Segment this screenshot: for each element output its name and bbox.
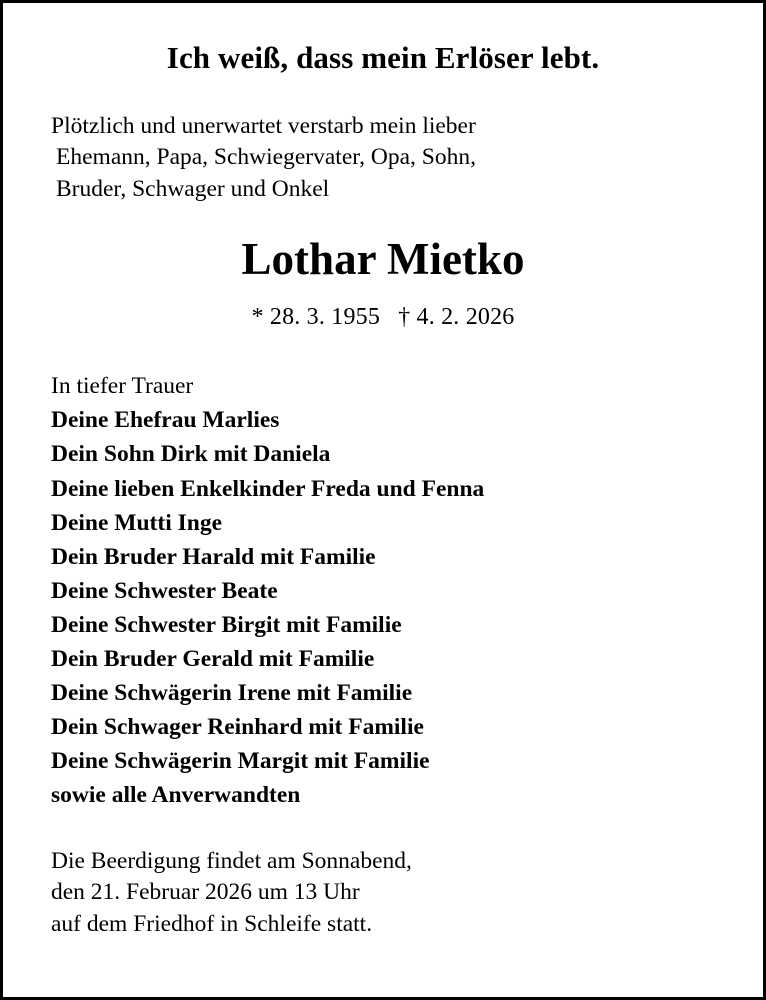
funeral-details [51,846,715,940]
mourner-line: Dein Bruder Harald mit Familie [51,543,376,570]
death-date: † 4. 2. 2026 [398,304,515,331]
intro-line-2: Ehemann, Papa, Schwiegervater, Opa, Sohn, [56,144,476,171]
mourner-line: Deine Schwester Birgit mit Familie [51,611,402,638]
mourner-line: Deine Schwester Beate [51,577,278,604]
mourner-line: Deine Mutti Inge [51,509,223,536]
intro-line-3: Bruder, Schwager und Onkel [56,175,330,202]
mourner-line: sowie alle Anverwandten [51,782,301,809]
life-dates [51,304,715,331]
mourner-line: Deine Schwägerin Irene mit Familie [51,679,413,706]
mourner-line: Dein Schwager Reinhard mit Familie [51,713,424,740]
mourner-line: Dein Bruder Gerald mit Familie [51,645,375,672]
mourner-line: Dein Sohn Dirk mit Daniela [51,441,331,468]
funeral-line-2: den 21. Februar 2026 um 13 Uhr [51,879,360,906]
mourner-line: Deine lieben Enkelkinder Freda und Fenna [51,475,485,502]
mourners-block [51,369,715,812]
obituary-intro [51,111,715,205]
intro-line-1: Plötzlich und unerwartet verstarb mein lieber [51,113,476,140]
birth-date: * 28. 3. 1955 [251,304,381,331]
deceased-name: Lothar Mietko [241,233,525,284]
funeral-line-3: auf dem Friedhof in Schleife statt. [51,910,373,937]
mourner-line: Deine Ehefrau Marlies [51,407,280,434]
mourner-line: Deine Schwägerin Margit mit Familie [51,748,430,775]
obituary-headline: Ich weiß, dass mein Erlöser lebt. [166,40,600,75]
mourning-intro: In tiefer Trauer [51,373,194,400]
funeral-line-1: Die Beerdigung findet am Sonnabend, [51,848,412,875]
